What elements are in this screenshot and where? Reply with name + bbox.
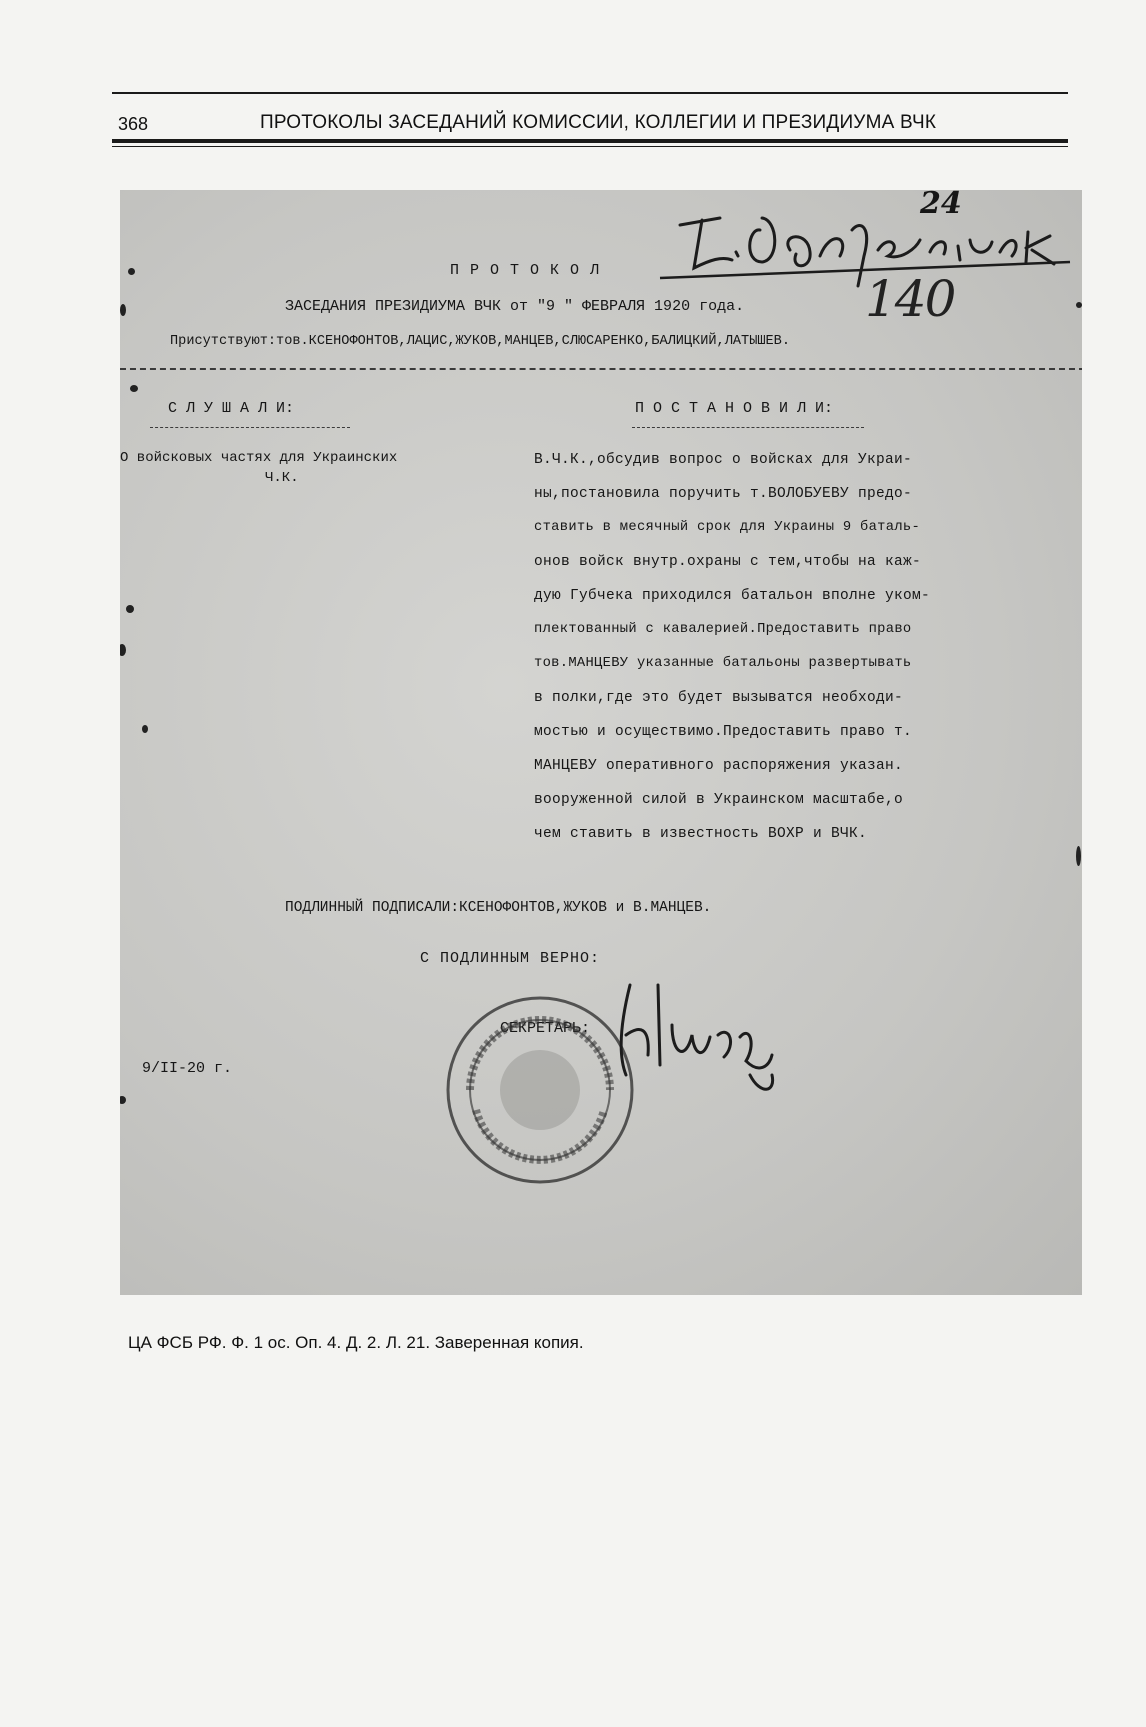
- secretary-label: СЕКРЕТАРЬ:: [500, 1020, 591, 1037]
- header-top-rule: [112, 92, 1068, 94]
- punch-hole-mark: [120, 644, 126, 656]
- decided-line: дую Губчека приходился батальон вполне уком-: [534, 588, 931, 604]
- decided-line: В.Ч.К.,обсудив вопрос о войсках для Украи-: [534, 452, 913, 468]
- punch-hole-mark: [120, 1096, 126, 1104]
- punch-hole-mark: [1076, 846, 1081, 866]
- protocol-subtitle: ЗАСЕДАНИЯ ПРЕЗИДИУМА ВЧК от "9 " ФЕВРАЛЯ 1920 года.: [285, 298, 745, 315]
- punch-hole-mark: [130, 385, 138, 392]
- protocol-title: П Р О Т О К О Л: [450, 262, 601, 279]
- signed-line: ПОДЛИННЫЙ ПОДПИСАЛИ:КСЕНОФОНТОВ,ЖУКОВ и В.МАНЦЕВ.: [285, 900, 712, 916]
- section-divider: [120, 368, 1082, 370]
- page-number: 368: [118, 114, 149, 134]
- handwritten-number: 24: [920, 190, 962, 221]
- secretary-signature: [600, 965, 800, 1115]
- decided-line: ставить в месячный срок для Украины 9 баталь-: [534, 520, 921, 535]
- punch-hole-mark: [126, 605, 134, 613]
- present-line: Присутствуют:тов.КСЕНОФОНТОВ,ЛАЦИС,ЖУКОВ,МАНЦЕВ,СЛЮСАРЕНКО,БАЛИЦКИЙ,ЛАТЫШЕВ.: [170, 334, 790, 349]
- handwritten-doc-number: 140: [865, 270, 955, 328]
- header-bottom-rule-thin: [112, 146, 1068, 147]
- header-bottom-rule-thick: [112, 139, 1068, 143]
- decided-heading: П О С Т А Н О В И Л И:: [635, 400, 834, 417]
- decided-underline: [632, 427, 864, 428]
- running-title: ПРОТОКОЛЫ ЗАСЕДАНИЙ КОМИССИИ, КОЛЛЕГИИ И ПРЕЗИДИУМА ВЧК: [260, 112, 937, 133]
- decided-line: ны,постановила поручить т.ВОЛОБУЕВУ предо-: [534, 486, 913, 502]
- punch-hole-mark: [120, 304, 126, 316]
- handwritten-addressee: [640, 190, 1080, 300]
- punch-hole-mark: [142, 725, 148, 733]
- decided-line: в полки,где это будет вызыватся необходи-: [534, 690, 904, 706]
- decided-line: чем ставить в известность ВОХР и ВЧК.: [534, 826, 868, 842]
- heard-text-line-1: О войсковых частях для Украинских: [120, 450, 398, 466]
- punch-hole-mark: [128, 268, 135, 275]
- certified-line: С ПОДЛИННЫМ ВЕРНО:: [420, 950, 601, 967]
- heard-underline: [150, 427, 350, 428]
- heard-text-line-2: Ч.К.: [265, 470, 299, 486]
- document-photo: [120, 190, 1082, 1295]
- decided-line: мостью и осуществимо.Предоставить право т.: [534, 724, 913, 740]
- decided-line: плектованный с кавалерией.Предоставить право: [534, 622, 912, 637]
- decided-line: МАНЦЕВУ оперативного распоряжения указан.: [534, 758, 904, 774]
- document-date: 9/II-20 г.: [142, 1060, 233, 1077]
- decided-line: онов войск внутр.охраны с тем,чтобы на каж-: [534, 554, 922, 570]
- heard-heading: С Л У Ш А Л И:: [168, 400, 295, 417]
- archive-caption: ЦА ФСБ РФ. Ф. 1 ос. Оп. 4. Д. 2. Л. 21. Заверенная копия.: [128, 1333, 584, 1352]
- decided-line: вооруженной силой в Украинском масштабе,о: [534, 792, 904, 808]
- punch-hole-mark: [1076, 302, 1082, 308]
- decided-line: тов.МАНЦЕВУ указанные батальоны развертывать: [534, 656, 912, 671]
